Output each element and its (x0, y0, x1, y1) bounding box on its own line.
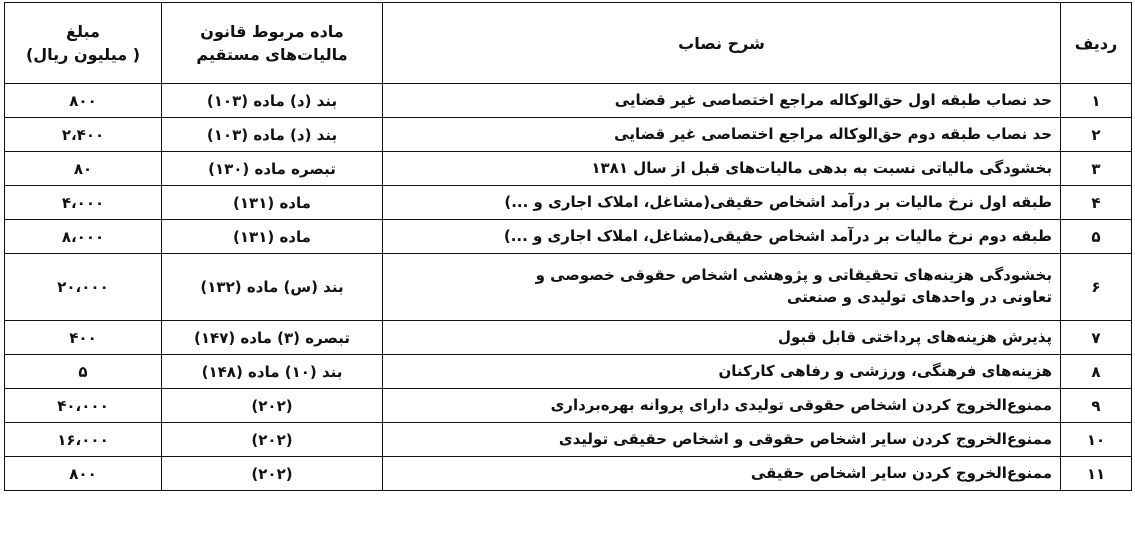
law-article-cell: تبصره (۳) ماده (۱۴۷) (162, 321, 383, 355)
row-number-cell: ۳ (1061, 152, 1132, 186)
law-article-cell: (۲۰۲) (162, 389, 383, 423)
row-number-cell: ۱۰ (1061, 423, 1132, 457)
table-row (5, 389, 1132, 423)
description-line: بخشودگی مالیاتی نسبت به بدهی مالیات‌های قبل از سال ۱۳۸۱ (591, 158, 1052, 177)
law-article-cell: بند (۱۰) ماده (۱۴۸) (162, 355, 383, 389)
description-line: بخشودگی هزینه‌های تحقیقاتی و پژوهشی اشخاص حقوقی خصوصی و (535, 266, 1052, 285)
amount-cell: ۸۰۰ (5, 457, 162, 491)
description-cell (383, 84, 1061, 118)
amount-cell: ۲،۴۰۰ (5, 118, 162, 152)
table-row (5, 321, 1132, 355)
header-amount-line1: مبلغ (66, 21, 100, 41)
amount-cell: ۴۰۰ (5, 321, 162, 355)
description-cell (383, 423, 1061, 457)
amount-cell: ۸۰۰ (5, 84, 162, 118)
row-number-cell: ۲ (1061, 118, 1132, 152)
description-cell (383, 254, 1061, 321)
row-number-cell: ۹ (1061, 389, 1132, 423)
table-body (5, 84, 1132, 491)
law-article-cell: (۲۰۲) (162, 457, 383, 491)
description-line: پذیرش هزینه‌های پرداختی قابل قبول (778, 327, 1052, 346)
row-number-cell: ۸ (1061, 355, 1132, 389)
row-number-cell: ۱۱ (1061, 457, 1132, 491)
row-number-cell: ۱ (1061, 84, 1132, 118)
description-cell (383, 355, 1061, 389)
row-number-cell: ۵ (1061, 220, 1132, 254)
description-line: ممنوع‌الخروج کردن سایر اشخاص حقوقی و اشخاص حقیقی تولیدی (558, 429, 1052, 448)
row-number-cell: ۷ (1061, 321, 1132, 355)
description-line: حد نصاب طبقه دوم حق‌الوکاله مراجع اختصاصی غیر قضایی (614, 124, 1052, 143)
header-row-number: ردیف (1061, 3, 1132, 84)
description-cell (383, 321, 1061, 355)
table-header-row (5, 3, 1132, 84)
description-line: ممنوع‌الخروج کردن اشخاص حقوقی تولیدی دارای پروانه بهره‌برداری (550, 395, 1052, 414)
description-cell (383, 152, 1061, 186)
table-row (5, 457, 1132, 491)
amount-cell: ۵ (5, 355, 162, 389)
table-row (5, 423, 1132, 457)
description-cell (383, 186, 1061, 220)
description-line: تعاونی در واحدهای تولیدی و صنعتی (787, 288, 1052, 306)
amount-cell: ۸۰ (5, 152, 162, 186)
table-row (5, 152, 1132, 186)
description-cell (383, 118, 1061, 152)
row-number-cell: ۴ (1061, 186, 1132, 220)
law-article-cell: بند (د) ماده (۱۰۳) (162, 118, 383, 152)
header-law-article (162, 3, 383, 84)
law-article-cell: بند (س) ماده (۱۳۲) (162, 254, 383, 321)
description-cell (383, 457, 1061, 491)
description-line: ممنوع‌الخروج کردن سایر اشخاص حقیقی (750, 463, 1052, 482)
description-line: طبقه دوم نرخ مالیات بر درآمد اشخاص حقیقی(مشاغل، املاک اجاری و ...) (503, 226, 1052, 245)
row-number-cell: ۶ (1061, 254, 1132, 321)
table-row (5, 220, 1132, 254)
amount-cell: ۲۰،۰۰۰ (5, 254, 162, 321)
amount-cell: ۸،۰۰۰ (5, 220, 162, 254)
header-law-line2: مالیات‌های مستقیم (196, 45, 348, 64)
law-article-cell: ماده (۱۳۱) (162, 220, 383, 254)
law-article-cell: (۲۰۲) (162, 423, 383, 457)
law-article-cell: بند (د) ماده (۱۰۳) (162, 84, 383, 118)
law-article-cell: تبصره ماده (۱۳۰) (162, 152, 383, 186)
header-description: شرح نصاب (383, 3, 1061, 84)
description-line: هزینه‌های فرهنگی، ورزشی و رفاهی کارکنان (718, 361, 1052, 380)
header-amount-line2: ( میلیون ریال) (25, 45, 141, 64)
amount-cell: ۴،۰۰۰ (5, 186, 162, 220)
description-line: حد نصاب طبقه اول حق‌الوکاله مراجع اختصاصی غیر قضایی (614, 90, 1052, 109)
thresholds-table (4, 2, 1132, 491)
table-row (5, 355, 1132, 389)
table-row (5, 84, 1132, 118)
law-article-cell: ماده (۱۳۱) (162, 186, 383, 220)
header-law-line1: ماده مربوط قانون (200, 21, 344, 41)
amount-cell: ۱۶،۰۰۰ (5, 423, 162, 457)
description-line: طبقه اول نرخ مالیات بر درآمد اشخاص حقیقی(مشاغل، املاک اجاری و ...) (504, 192, 1052, 211)
description-cell (383, 389, 1061, 423)
amount-cell: ۴۰،۰۰۰ (5, 389, 162, 423)
description-cell (383, 220, 1061, 254)
table-row (5, 186, 1132, 220)
table-row (5, 254, 1132, 321)
header-amount (5, 3, 162, 84)
document-page (4, 2, 1131, 552)
table-row (5, 118, 1132, 152)
